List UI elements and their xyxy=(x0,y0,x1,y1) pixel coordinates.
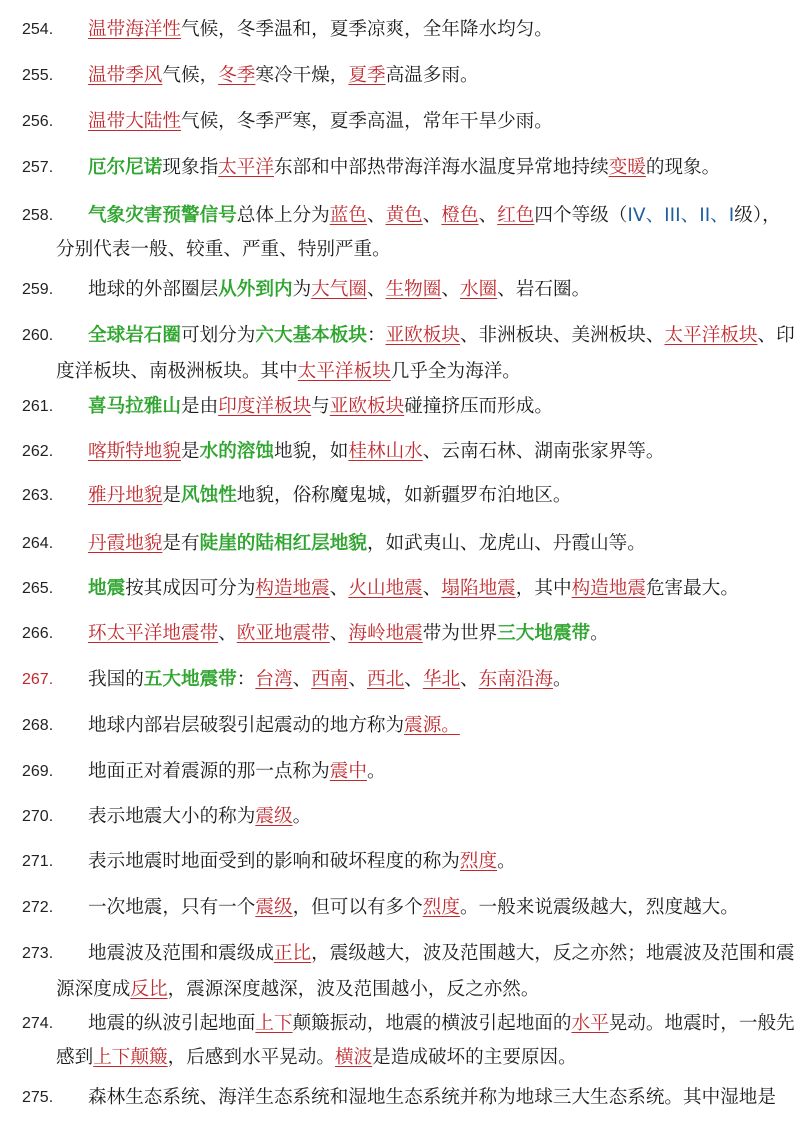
text: 危害最大。 xyxy=(645,578,739,599)
text: 地震的纵波引起地面 xyxy=(88,1013,256,1034)
key-term-underlined: 雅丹地貌 xyxy=(88,485,163,506)
key-term-underlined: 上下 xyxy=(255,1013,293,1034)
key-term-underlined: 蓝色 xyxy=(329,205,367,226)
highlight-term: 三大地震带 xyxy=(497,623,591,644)
text: 、 xyxy=(441,279,460,300)
text: 寒冷干燥， xyxy=(255,65,349,86)
list-item xyxy=(22,576,798,602)
text: 、 xyxy=(366,205,386,226)
key-term-underlined: 黄色 xyxy=(385,205,423,226)
text: 、 xyxy=(478,205,498,226)
text: ，但可以有多个 xyxy=(292,897,423,918)
key-term-underlined: 海岭地震 xyxy=(348,623,423,644)
key-term-underlined: 生物圈 xyxy=(385,279,442,300)
key-term-underlined: 正比 xyxy=(273,943,312,964)
text: 。 xyxy=(292,806,312,827)
highlight-term: 气象灾害预警信号 xyxy=(88,205,237,226)
text: 带为世界 xyxy=(422,623,498,644)
item-number: 264. xyxy=(22,535,54,552)
key-term-underlined: 震级 xyxy=(255,806,293,827)
highlight-term: 水的溶蚀 xyxy=(199,441,274,462)
item-number: 270. xyxy=(22,808,54,825)
item-number: 269. xyxy=(22,763,54,780)
key-term-underlined: 夏季 xyxy=(348,65,386,86)
key-term-underlined: 温带大陆性 xyxy=(88,111,181,132)
text: 、非洲板块、美洲板块、 xyxy=(459,325,665,346)
key-term-underlined: 反比 xyxy=(130,979,168,1000)
text: 气候，冬季温和，夏季凉爽，全年降水均匀。 xyxy=(180,19,553,40)
text: 四个等级（ xyxy=(534,205,628,226)
text: 气候， xyxy=(162,65,219,86)
list-item xyxy=(22,531,798,557)
list-item xyxy=(22,895,798,921)
text: 、 xyxy=(218,623,237,644)
list-item xyxy=(22,1007,798,1075)
key-term-underlined: 塌陷地震 xyxy=(441,578,516,599)
list-item xyxy=(22,109,798,135)
text: 颠簸振动，地震的横波引起地面的 xyxy=(292,1013,572,1034)
text: 、岩石圈。 xyxy=(497,279,591,300)
text: 表示地震大小的称为 xyxy=(88,806,256,827)
key-term-underlined: 水平 xyxy=(571,1013,609,1034)
key-term-underlined: 环太平洋地震带 xyxy=(88,623,219,644)
item-number: 274. xyxy=(22,1015,54,1032)
highlight-term: 喜马拉雅山 xyxy=(88,396,181,417)
item-number: 255. xyxy=(22,67,54,84)
text: 、 xyxy=(348,669,368,690)
item-number: 257. xyxy=(22,159,54,176)
highlight-term: 陡崖的陆相红层地貌 xyxy=(199,533,367,554)
text: 晃动。地震时，一般先感到 xyxy=(56,1013,795,1068)
text: 现象指 xyxy=(162,157,219,178)
item-number: 272. xyxy=(22,899,54,916)
text: ，后感到水平晃动。 xyxy=(167,1047,335,1068)
key-term-underlined: 亚欧板块 xyxy=(385,325,460,346)
text: 地球的外部圈层 xyxy=(88,279,219,300)
text: 、 xyxy=(329,578,349,599)
highlight-term: 从外到内 xyxy=(218,279,293,300)
item-number: 254. xyxy=(22,21,54,38)
text: 、 xyxy=(422,205,442,226)
key-term-underlined: 红色 xyxy=(497,205,535,226)
text: 是 xyxy=(180,441,200,462)
key-term-underlined: 震源。 xyxy=(404,715,460,736)
text: 地貌，如 xyxy=(273,441,349,462)
highlight-term: 厄尔尼诺 xyxy=(88,157,163,178)
key-term-underlined: 烈度 xyxy=(459,851,498,872)
text: 地面正对着震源的那一点称为 xyxy=(88,761,330,782)
key-term-underlined: 冬季 xyxy=(218,65,256,86)
text: 是有 xyxy=(162,533,200,554)
key-term-underlined: 太平洋板块 xyxy=(664,325,758,346)
text: 、 xyxy=(460,669,479,690)
text: 可划分为 xyxy=(180,325,256,346)
text: 。一般来说震级越大，烈度越大。 xyxy=(459,897,739,918)
text: 。 xyxy=(553,669,572,690)
text: 按其成因可分为 xyxy=(125,578,256,599)
key-term-underlined: 太平洋 xyxy=(218,157,274,178)
list-item xyxy=(22,621,798,647)
highlight-term: 全球岩石圈 xyxy=(88,325,181,346)
highlight-term: 地震 xyxy=(88,578,126,599)
key-term-underlined: 水圈 xyxy=(459,279,498,300)
list-item xyxy=(22,804,798,830)
item-number: 256. xyxy=(22,113,54,130)
text: ： xyxy=(366,325,386,346)
item-number: 261. xyxy=(22,398,54,415)
key-term-underlined: 台湾 xyxy=(255,669,293,690)
item-number: 268. xyxy=(22,717,54,734)
key-term-underlined: 变暖 xyxy=(608,157,646,178)
key-term-underlined: 烈度 xyxy=(422,897,460,918)
text: 是 xyxy=(162,485,181,506)
text: ，如武夷山、龙虎山、丹霞山等。 xyxy=(366,533,646,554)
text: 东部和中部热带海洋海水温度异常地持续 xyxy=(273,157,609,178)
highlight-term: 风蚀性 xyxy=(181,485,237,506)
key-term-underlined: 大气圈 xyxy=(311,279,367,300)
list-item xyxy=(22,199,798,267)
key-term-underlined: 西南 xyxy=(311,669,349,690)
text: 地震波及范围和震级成 xyxy=(88,943,274,964)
text: 是造成破坏的主要原因。 xyxy=(372,1047,577,1068)
key-term-underlined: 西北 xyxy=(367,669,405,690)
text: ，震级越大，波及范围越大，反之亦然；地震波及范围和震源深度成 xyxy=(56,943,795,1000)
list-item xyxy=(22,849,798,875)
grade-levels: IV、III、II、I xyxy=(627,205,735,226)
text: 与 xyxy=(311,396,330,417)
list-item xyxy=(22,277,798,303)
text: 气候，冬季严寒，夏季高温，常年干旱少雨。 xyxy=(180,111,553,132)
text: 。 xyxy=(497,851,516,872)
text: 地球内部岩层破裂引起震动的地方称为 xyxy=(88,715,405,736)
text: 表示地震时地面受到的影响和破坏程度的称为 xyxy=(88,851,460,872)
list-item xyxy=(22,17,798,43)
item-number: 271. xyxy=(22,853,54,870)
key-term-underlined: 构造地震 xyxy=(571,578,646,599)
item-number: 267. xyxy=(22,671,54,688)
key-term-underlined: 震中 xyxy=(329,761,367,782)
list-item xyxy=(22,483,798,509)
text: 的现象。 xyxy=(645,157,721,178)
list-item xyxy=(22,1085,798,1111)
key-term-underlined: 温带季风 xyxy=(88,65,163,86)
highlight-term: 五大地震带 xyxy=(143,669,237,690)
key-term-underlined: 温带海洋性 xyxy=(88,19,181,40)
key-term-underlined: 上下颠簸 xyxy=(93,1047,168,1068)
text: 、印度洋板块、南极洲板块。其中 xyxy=(56,325,795,382)
text: ： xyxy=(236,669,256,690)
key-term-underlined: 震级 xyxy=(255,897,293,918)
text: 森林生态系统、海洋生态系统和湿地生态系统并称为地球三大生态系统。其中湿地是 xyxy=(88,1087,776,1108)
key-term-underlined: 华北 xyxy=(422,669,461,690)
text: 、 xyxy=(366,279,386,300)
key-term-underlined: 桂林山水 xyxy=(348,441,423,462)
text: 级），分别代表一般、较重、严重、特别严重。 xyxy=(56,205,781,260)
list-item xyxy=(22,713,798,739)
item-number: 262. xyxy=(22,443,54,460)
text: 总体上分为 xyxy=(236,205,330,226)
text: 碰撞挤压而形成。 xyxy=(404,396,553,417)
list-item xyxy=(22,667,798,693)
key-term-underlined: 欧亚地震带 xyxy=(236,623,330,644)
list-item xyxy=(22,936,798,1008)
text: 。 xyxy=(590,623,609,644)
item-number: 263. xyxy=(22,487,54,504)
key-term-underlined: 构造地震 xyxy=(255,578,330,599)
text: 、 xyxy=(292,669,312,690)
key-term-underlined: 横波 xyxy=(334,1047,373,1068)
list-item xyxy=(22,318,798,390)
text: 我国的 xyxy=(88,669,144,690)
key-term-underlined: 火山地震 xyxy=(348,578,423,599)
text: 、 xyxy=(329,623,349,644)
key-term-underlined: 太平洋板块 xyxy=(297,361,391,382)
key-term-underlined: 喀斯特地貌 xyxy=(88,441,181,462)
text: 一次地震，只有一个 xyxy=(88,897,256,918)
key-term-underlined: 橙色 xyxy=(441,205,479,226)
text: 是由 xyxy=(180,396,219,417)
list-item xyxy=(22,439,798,465)
item-number: 265. xyxy=(22,580,54,597)
text: 、 xyxy=(404,669,423,690)
item-number: 273. xyxy=(22,945,54,962)
text: ，震源深度越深，波及范围越小，反之亦然。 xyxy=(167,979,540,1000)
text: 地貌，俗称魔鬼城，如新疆罗布泊地区。 xyxy=(236,485,572,506)
key-term-underlined: 丹霞地貌 xyxy=(88,533,163,554)
highlight-term: 六大基本板块 xyxy=(255,325,367,346)
text: ，其中 xyxy=(515,578,572,599)
item-number: 260. xyxy=(22,327,54,344)
text: 几乎全为海洋。 xyxy=(390,361,521,382)
item-number: 275. xyxy=(22,1089,54,1106)
item-number: 259. xyxy=(22,281,54,298)
text: 、 xyxy=(422,578,442,599)
text: 。 xyxy=(366,761,386,782)
text: 高温多雨。 xyxy=(385,65,479,86)
list-item xyxy=(22,759,798,785)
key-term-underlined: 东南沿海 xyxy=(478,669,554,690)
item-number: 266. xyxy=(22,625,54,642)
list-item xyxy=(22,155,798,181)
item-number: 258. xyxy=(22,207,54,224)
list-item xyxy=(22,63,798,89)
key-term-underlined: 亚欧板块 xyxy=(329,396,405,417)
text: 为 xyxy=(292,279,312,300)
text: 、云南石林、湖南张家界等。 xyxy=(422,441,665,462)
list-item xyxy=(22,394,798,420)
key-term-underlined: 印度洋板块 xyxy=(218,396,312,417)
